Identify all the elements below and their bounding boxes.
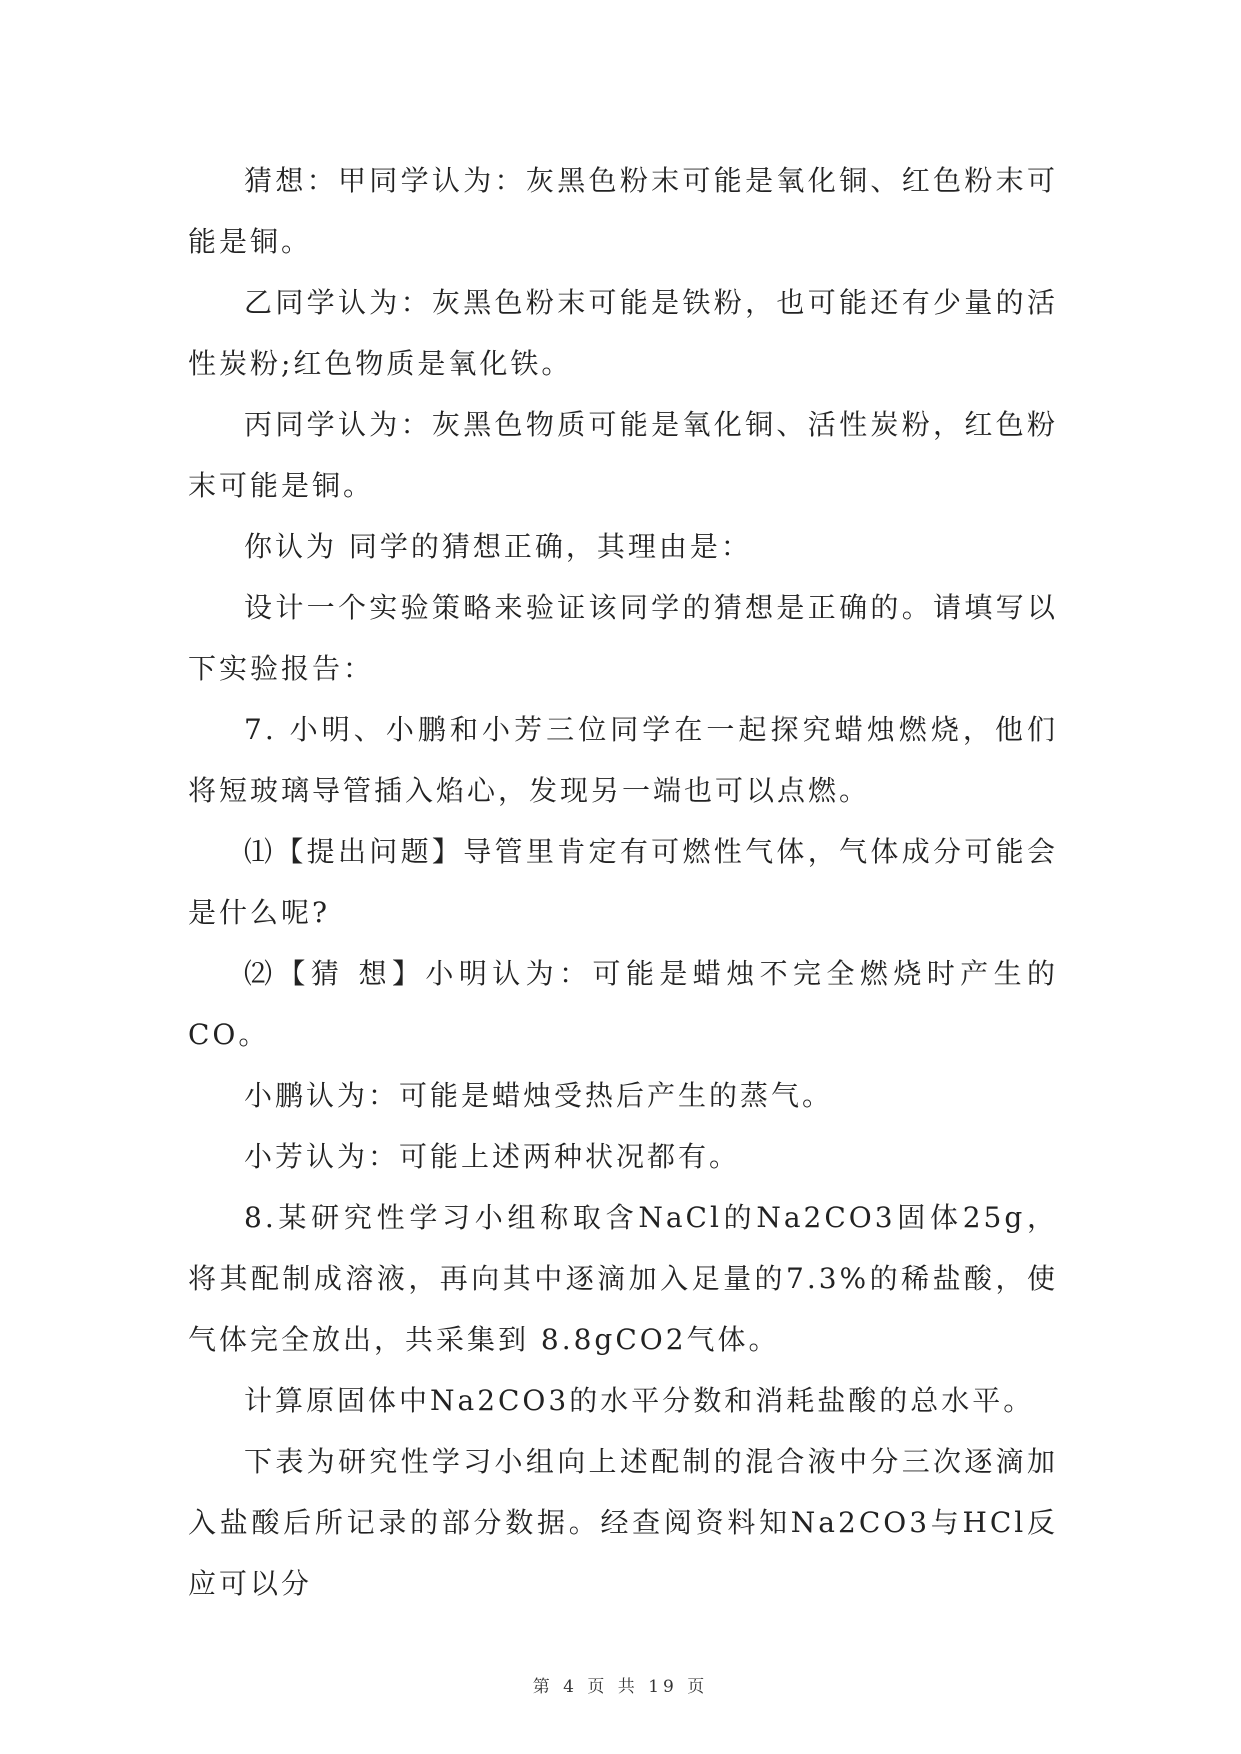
paragraph-question-7-part-2: ⑵【猜 想】小明认为：可能是蜡烛不完全燃烧时产生的CO。 <box>188 957 1058 1051</box>
paragraph-guess-a: 猜想：甲同学认为：灰黑色粉末可能是氧化铜、红色粉末可能是铜。 <box>188 164 1058 258</box>
paragraph-table-intro: 下表为研究性学习小组向上述配制的混合液中分三次逐滴加入盐酸后所记录的部分数据。经查阅资料知Na2CO3与HCl反应可以分 <box>188 1445 1058 1600</box>
paragraph-question-7-part-1: ⑴【提出问题】导管里肯定有可燃性气体，气体成分可能会是什么呢? <box>188 835 1058 929</box>
paragraph-question-7: 7. 小明、小鹏和小芳三位同学在一起探究蜡烛燃烧，他们将短玻璃导管插入焰心，发现另一端也可以点燃。 <box>188 713 1058 807</box>
paragraph-experiment-design: 设计一个实验策略来验证该同学的猜想是正确的。请填写以下实验报告： <box>188 591 1058 685</box>
paragraph-xiaofang: 小芳认为：可能上述两种状况都有。 <box>244 1140 741 1173</box>
page-footer: 第 4 页 共 19 页 <box>532 1677 709 1697</box>
paragraph-xiaopeng: 小鹏认为：可能是蜡烛受热后产生的蒸气。 <box>244 1079 834 1112</box>
paragraph-your-opinion: 你认为 同学的猜想正确，其理由是： <box>244 530 752 563</box>
document-body <box>188 150 1058 1614</box>
paragraph-question-8: 8.某研究性学习小组称取含NaCl的Na2CO3固体25g，将其配制成溶液，再向其中逐滴加入足量的7.3%的稀盐酸，使气体完全放出，共采集到 8.8gCO2气体。 <box>188 1201 1058 1356</box>
paragraph-calculate: 计算原固体中Na2CO3的水平分数和消耗盐酸的总水平。 <box>244 1384 1035 1417</box>
paragraph-guess-c: 丙同学认为：灰黑色物质可能是氧化铜、活性炭粉，红色粉末可能是铜。 <box>188 408 1058 502</box>
paragraph-guess-b: 乙同学认为：灰黑色粉末可能是铁粉，也可能还有少量的活性炭粉;红色物质是氧化铁。 <box>188 286 1058 380</box>
